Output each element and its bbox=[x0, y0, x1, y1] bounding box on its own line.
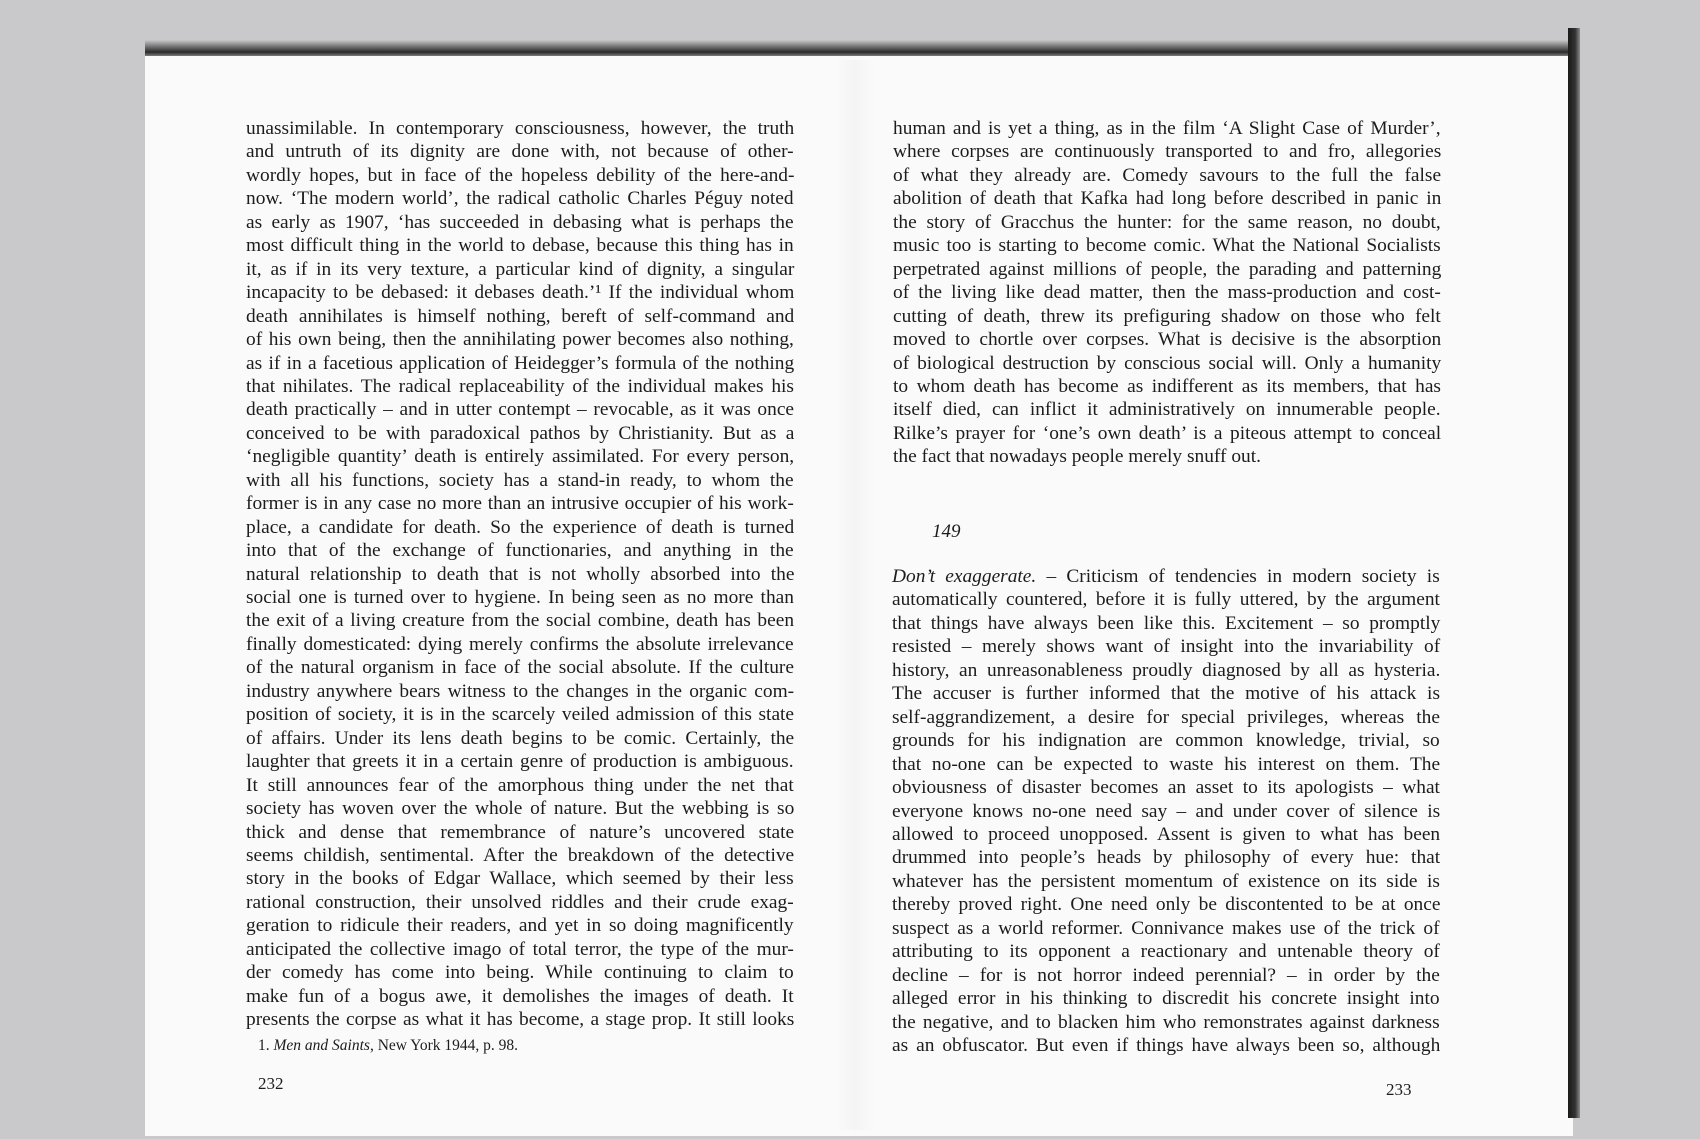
footnote-citation: , New York 1944, p. 98. bbox=[369, 1037, 519, 1054]
right-page-section-text-line: as an obfuscator. But even if things have always been so, although bbox=[892, 1035, 1441, 1056]
left-page-text-line: as early as 1907, ‘has succeeded in debasing what is perhaps the bbox=[246, 211, 794, 233]
right-page-section-text-line: grounds for his indignation are common knowledge, trivial, so bbox=[892, 730, 1440, 752]
left-page-text-line: now. ‘The modern world’, the radical catholic Charles Péguy noted bbox=[246, 188, 794, 210]
footnote bbox=[258, 1037, 518, 1055]
right-page-top-text-line: human and is yet a thing, as in the film ‘A Slight Case of Murder’, bbox=[893, 118, 1441, 139]
left-page-text-line: laughter that greets it in a certain genre of production is ambiguous. bbox=[246, 751, 794, 773]
right-page-top-text-line: the fact that nowadays people merely snuff out. bbox=[893, 446, 1261, 468]
left-page-text-line: of the natural organism in face of the social absolute. If the culture bbox=[246, 657, 795, 679]
left-page-text-line: of his own being, then the annihilating power becomes also nothing, bbox=[246, 329, 794, 351]
right-page-top-text-line: abolition of death that Kafka had long before described in panic in bbox=[893, 188, 1442, 210]
right-page-top-text-line: perpetrated against millions of people, the parading and patterning bbox=[893, 258, 1442, 280]
left-page-text-line: rational construction, their unsolved riddles and their crude exag- bbox=[246, 891, 794, 913]
right-page-top-text-line: to whom death has become as indifferent as its members, that has bbox=[893, 375, 1441, 397]
right-page-section-text-line: that things have always been like this. Excitement – so promptly bbox=[892, 612, 1441, 634]
right-page-section-text-line: obviousness of disaster becomes an asset to its apologists – what bbox=[892, 777, 1440, 799]
left-page-text-line: thick and dense that remembrance of nature’s uncovered state bbox=[246, 821, 795, 843]
right-page-top-text-line: of what they already are. Comedy savours to the full the false bbox=[893, 164, 1442, 186]
right-page-section-text-line: that no-one can be expected to waste his interest on them. The bbox=[892, 753, 1441, 775]
binding-gutter bbox=[835, 60, 875, 1130]
section-heading: Don’t exaggerate. bbox=[892, 566, 1037, 587]
left-page-text-line: death annihilates is himself nothing, bereft of self-command and bbox=[246, 305, 795, 327]
right-page-top-text-line: itself died, can inflict it administratively on innumerable people. bbox=[893, 399, 1441, 421]
right-page-top-text-line: Rilke’s prayer for ‘one’s own death’ is a piteous attempt to conceal bbox=[893, 422, 1442, 444]
right-page-section-text-line: the negative, and to blacken him who remonstrates against darkness bbox=[892, 1011, 1440, 1033]
right-page-top-text-line: of the living like dead matter, then the mass-production and cost- bbox=[893, 282, 1441, 304]
left-page-text-line: death practically – and in utter contempt – revocable, as it was once bbox=[246, 399, 795, 421]
left-page-text-line: unassimilable. In contemporary consciousness, however, the truth bbox=[246, 118, 795, 139]
right-page-top-text-line: where corpses are continuously transported to and fro, allegories bbox=[893, 141, 1442, 163]
left-page-text-line: ‘negligible quantity’ death is entirely assimilated. For every person, bbox=[246, 446, 795, 468]
left-page-text-line: that nihilates. The radical replaceability of the individual makes his bbox=[246, 375, 794, 397]
left-page-text-line: seems childish, sentimental. After the breakdown of the detective bbox=[246, 844, 795, 866]
right-page-top-text-line: music too is starting to become comic. What the National Socialists bbox=[893, 235, 1441, 257]
left-page-text-line: into that of the exchange of functionaries, and anything in the bbox=[246, 540, 794, 562]
right-page-section-text-line: suspect as a world reformer. Connivance makes use of the trick of bbox=[892, 917, 1440, 939]
page-number-left: 232 bbox=[258, 1074, 284, 1093]
left-page-text-line: natural relationship to death that is not wholly absorbed into the bbox=[246, 563, 795, 585]
left-page-text-line: society has woven over the whole of nature. But the webbing is so bbox=[246, 798, 795, 820]
left-page-text-line: der comedy has come into being. While continuing to claim to bbox=[246, 962, 794, 984]
right-page-section-text-line: whatever has the persistent momentum of existence on its side is bbox=[892, 870, 1440, 892]
section-number: 149 bbox=[932, 521, 961, 542]
left-page-text-line: make fun of a bogus awe, it demolishes the images of death. It bbox=[246, 985, 794, 1007]
right-page-top-text-line: of biological destruction by conscious social will. Only a humanity bbox=[893, 352, 1442, 374]
section-first-line bbox=[892, 566, 1440, 588]
left-page-text-line: social one is turned over to hygiene. In being seen as no more than bbox=[246, 587, 794, 608]
right-page-section-text-line: automatically countered, before it is fully uttered, by the argument bbox=[892, 589, 1440, 611]
left-page-text-line: finally domesticated: dying merely confirms the absolute irrelevance bbox=[246, 633, 794, 655]
left-page-text-line: conceived to be with paradoxical pathos by Christianity. But as a bbox=[246, 422, 795, 444]
right-page-section-text-line: resisted – merely shows want of insight into the invariability of bbox=[892, 636, 1441, 658]
right-page-top-text-line: cutting of death, threw its prefiguring shadow on those who felt bbox=[893, 305, 1441, 327]
left-page-text-line: of affairs. Under its lens death begins to be comic. Certainly, the bbox=[246, 727, 795, 749]
left-page-text-line: former is in any case no more than an intrusive occupier of his work- bbox=[246, 493, 794, 515]
right-page-section-text-line: thereby proved right. One need only be discontented to be at once bbox=[892, 894, 1441, 916]
footnote-title: Men and Saints bbox=[273, 1037, 370, 1054]
right-page-section-text-line: attributing to its opponent a reactionary and untenable theory of bbox=[892, 941, 1440, 963]
right-page-section-text-line: drummed into people’s heads by philosophy of every hue: that bbox=[892, 847, 1441, 869]
left-page-text-line: the exit of a living creature from the social combine, death has been bbox=[246, 610, 795, 632]
right-page-section-text-line: self-aggrandizement, a desire for special privileges, whereas the bbox=[892, 706, 1440, 728]
page-right-edge bbox=[1568, 28, 1580, 1118]
right-page-section-text-line: decline – for is not horror indeed perennial? – in order by the bbox=[892, 964, 1440, 986]
left-page-text-line: most difficult thing in the world to debase, because this thing has in bbox=[246, 235, 794, 257]
left-page-text-line: presents the corpse as what it has become, a stage prop. It still looks bbox=[246, 1009, 795, 1031]
page-number-right: 233 bbox=[1386, 1080, 1412, 1099]
right-page-section-text-line: history, an unreasonableness proudly diagnosed by all as hysteria. bbox=[892, 659, 1441, 681]
left-page-text-line: geration to ridicule their readers, and yet in so doing magnificently bbox=[246, 915, 794, 937]
right-page-top-text-line: the story of Gracchus the hunter: for the same reason, no doubt, bbox=[893, 211, 1441, 233]
left-page-text-line: story in the books of Edgar Wallace, which seemed by their less bbox=[246, 868, 794, 890]
left-page-text-line: anticipated the collective imago of total terror, the type of the mur- bbox=[246, 938, 794, 960]
left-page-text-line: as if in a facetious application of Heidegger’s formula of the nothing bbox=[246, 352, 795, 374]
left-page-text-line: It still announces fear of the amorphous thing under the net that bbox=[246, 774, 794, 796]
left-page-text-line: and untruth of its dignity are done with, not because of other- bbox=[246, 141, 794, 163]
left-page-text-line: it, as if in its very texture, a particular kind of dignity, a singular bbox=[246, 258, 795, 280]
left-page-text-line: with all his functions, society has a stand-in ready, to whom the bbox=[246, 469, 794, 491]
right-page-section-text-line: everyone knows no-one need say – and under cover of silence is bbox=[892, 800, 1441, 822]
left-page-text-line: incapacity to be debased: it debases death.’¹ If the individual whom bbox=[246, 282, 795, 304]
left-page-text-line: wordly hopes, but in face of the hopeless debility of the here-and- bbox=[246, 164, 795, 186]
left-page-text-line: industry anywhere bears witness to the changes in the organic com- bbox=[246, 680, 795, 702]
right-page-section-text-line: allowed to proceed unopposed. Assent is given to what has been bbox=[892, 823, 1441, 845]
left-page-text-line: position of society, it is in the scarcely veiled admission of this state bbox=[246, 704, 795, 726]
right-page-section-text-line: alleged error in his thinking to discredit his concrete insight into bbox=[892, 988, 1440, 1010]
footnote-marker: 1. bbox=[258, 1037, 270, 1054]
section-first-line-text: – Criticism of tendencies in modern society is bbox=[1036, 566, 1440, 587]
right-page-section-text-line: The accuser is further informed that the motive of his attack is bbox=[892, 683, 1440, 705]
right-page-top-text-line: moved to chortle over corpses. What is decisive is the absorption bbox=[893, 329, 1442, 351]
left-page-text-line: place, a candidate for death. So the experience of death is turned bbox=[246, 516, 795, 538]
